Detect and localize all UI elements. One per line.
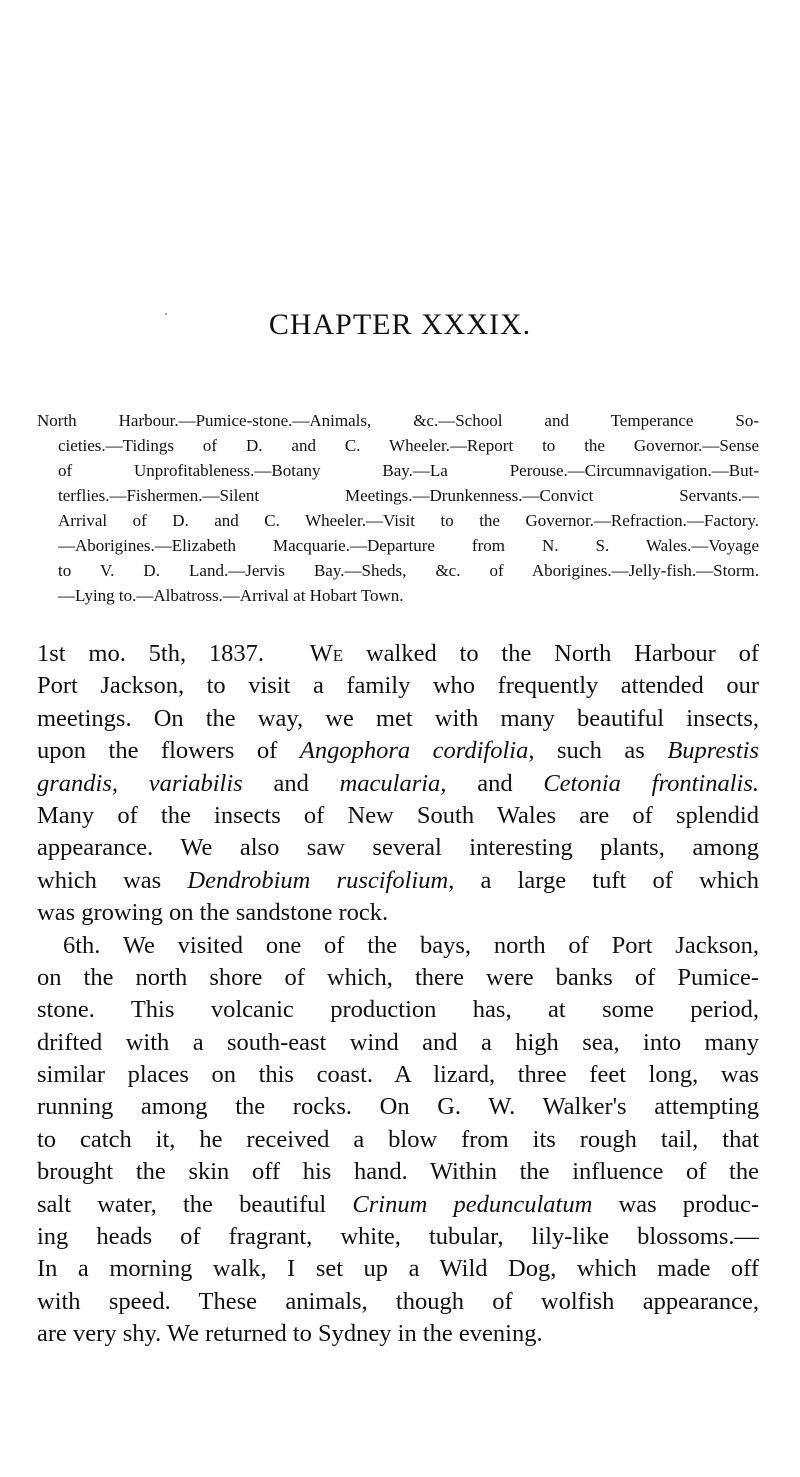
body-line [37,1189,759,1221]
synopsis-line: cieties.—Tidings of D. and C. Wheeler.—Report to the Governor.—Sense [58,436,759,455]
chapter-title: CHAPTER XXXIX. [268,308,532,341]
body-line [37,735,759,767]
species-name: macularia, [339,769,447,797]
body-line: was growing on the sandstone rock. [37,899,389,927]
chapter-synopsis [37,408,759,608]
body-text-run: which was [37,866,188,894]
body-text-run: walked to the North Harbour of [343,640,759,667]
species-name: Buprestis [667,737,759,765]
body-text [37,638,759,1351]
body-text-run: salt water, the beautiful [37,1190,353,1218]
species-name: Angophora cordifolia, [299,737,535,765]
body-line: to catch it, he received a blow from its rough tail, that [37,1125,759,1153]
synopsis-line: —Lying to.—Albatross.—Arrival at Hobart Town. [58,586,404,605]
body-text-run: and [446,769,544,797]
species-name: Dendrobium ruscifolium, [187,866,455,894]
small-caps-word: e [332,640,344,667]
body-line: appearance. We also saw several interesting plants, among [37,834,759,862]
body-line: brought the skin off his hand. Within the influence of the [37,1158,759,1186]
body-line: are very shy. We returned to Sydney in the evening. [37,1320,543,1348]
synopsis-line: terflies.—Fishermen.—Silent Meetings.—Drunkenness.—Convict Servants.— [58,486,759,505]
body-line [37,638,759,670]
synopsis-line: —Aborigines.—Elizabeth Macquarie.—Departure from N. S. Wales.—Voyage [58,536,759,555]
synopsis-line: Arrival of D. and C. Wheeler.—Visit to the Governor.—Refraction.—Factory. [58,511,759,530]
body-line: drifted with a south-east wind and a high sea, into many [37,1028,759,1056]
synopsis-line: to V. D. Land.—Jervis Bay.—Sheds, &c. of Aborigines.—Jelly-fish.—Storm. [58,561,759,580]
body-line: running among the rocks. On G. W. Walker's attempting [37,1093,759,1121]
body-line [37,768,759,800]
body-line: similar places on this coast. A lizard, three feet long, was [37,1061,759,1089]
synopsis-line: North Harbour.—Pumice-stone.—Animals, &c.—School and Temperance So- [37,411,759,430]
body-line: stone. This volcanic production has, at some period, [37,996,759,1024]
body-line: Many of the insects of New South Wales are of splendid [37,801,759,829]
body-text-run: and [242,769,340,797]
body-line: 6th. We visited one of the bays, north of Port Jackson, [63,931,759,959]
synopsis-line: of Unprofitableness.—Botany Bay.—La Perouse.—Circumnavigation.—But- [58,461,759,480]
body-line: Port Jackson, to visit a family who frequently attended our [37,672,759,700]
species-name: Cetonia frontinalis. [543,769,760,797]
body-line [37,865,759,897]
small-caps-initial: W [309,640,333,667]
body-line: on the north shore of which, there were banks of Pumice- [37,963,759,991]
body-text-run: was produc- [592,1190,759,1218]
body-text-run: a large tuft of which [454,866,759,894]
species-name: Crinum pedunculatum [352,1190,593,1218]
body-line: meetings. On the way, we met with many beautiful insects, [37,704,759,732]
body-line: In a morning walk, I set up a Wild Dog, which made off [37,1255,759,1283]
species-name: grandis, variabilis [37,769,243,797]
body-line: with speed. These animals, though of wolfish appearance, [37,1287,759,1315]
body-text-run: upon the flowers of [37,737,300,765]
body-line: ing heads of fragrant, white, tubular, lily-like blossoms.— [37,1223,759,1251]
body-text-run: such as [534,737,668,765]
entry-date: 1st mo. 5th, 1837. [37,640,265,667]
